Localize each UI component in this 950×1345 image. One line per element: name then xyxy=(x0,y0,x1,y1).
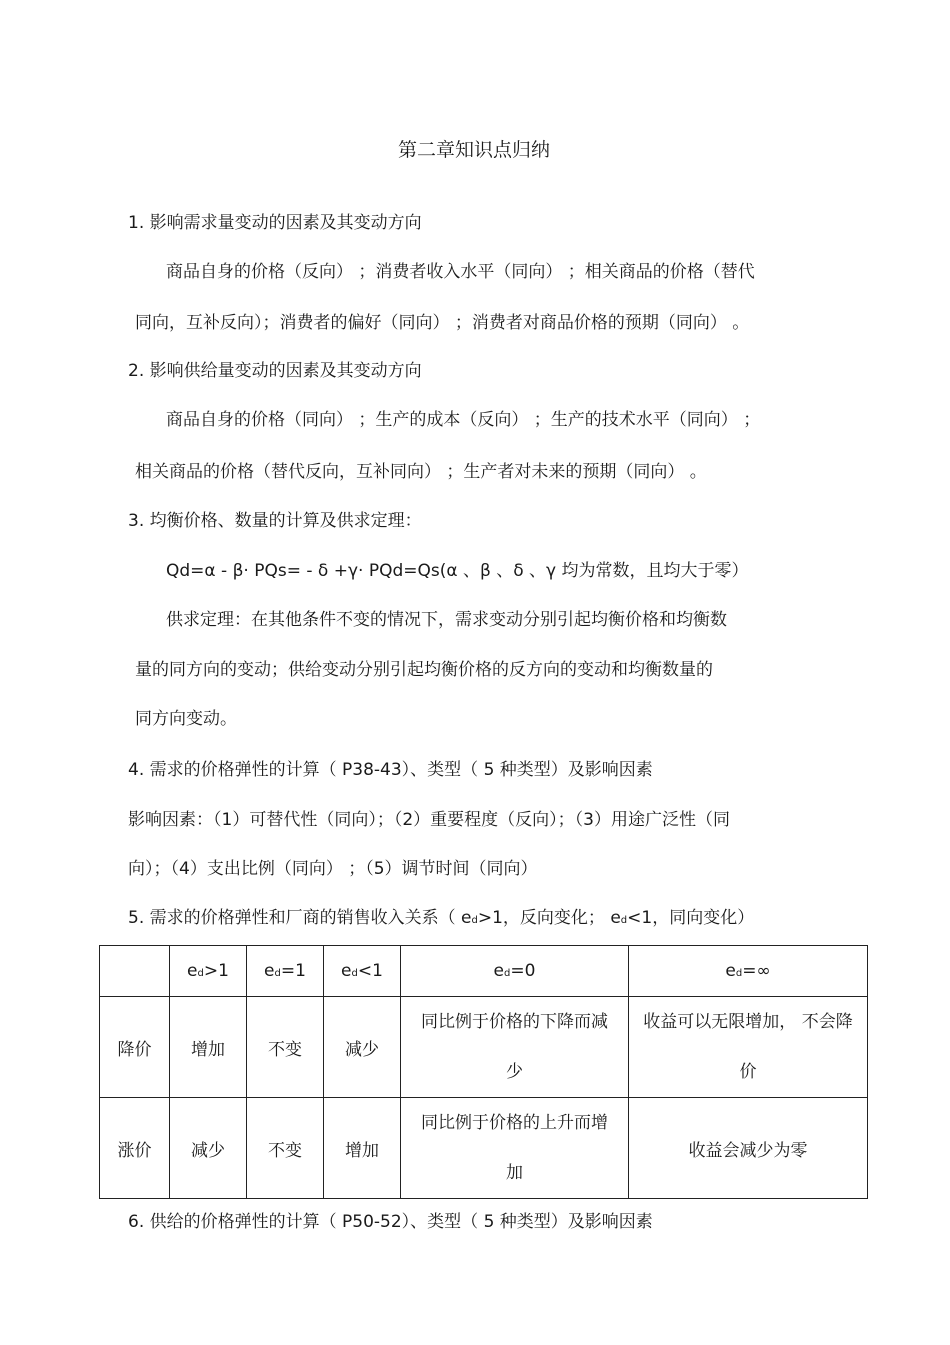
table-row xyxy=(100,1098,868,1199)
section-5-heading-part-a: 5. 需求的价格弹性和厂商的销售收入关系（ e xyxy=(128,908,472,928)
section-5-heading-part-b: >1，反向变化； e xyxy=(477,908,621,928)
table-cell: 不变 xyxy=(247,997,324,1098)
supply-demand-law-line-3: 同方向变动。 xyxy=(135,709,237,729)
section-4-heading: 4. 需求的价格弹性的计算（ P38-43）、类型（ 5 种类型）及影响因素 xyxy=(128,760,653,780)
header-ed-eq-1: ed=1 xyxy=(247,946,324,997)
header-ed-gt-1: ed>1 xyxy=(170,946,247,997)
table-cell: 收益会减少为零 xyxy=(629,1098,868,1199)
supply-demand-law-line-1: 供求定理：在其他条件不变的情况下，需求变动分别引起均衡价格和均衡数 xyxy=(166,610,727,630)
table-cell: 同比例于价格的上升而增加 xyxy=(401,1098,629,1199)
section-4-factors-line-1: 影响因素：（1）可替代性（同向）；（2）重要程度（反向）；（3）用途广泛性（同 xyxy=(128,810,730,830)
subscript-d: d xyxy=(620,915,628,926)
section-1-line-2: 同向，互补反向）；消费者的偏好（同向） ；消费者对商品价格的预期（同向） 。 xyxy=(135,313,750,333)
section-5-heading xyxy=(128,906,754,933)
section-3-heading: 3. 均衡价格、数量的计算及供求定理： xyxy=(128,511,422,531)
table-header-row xyxy=(100,946,868,997)
header-ed-infinity: ed=∞ xyxy=(629,946,868,997)
table-cell: 增加 xyxy=(324,1098,401,1199)
table-cell: 减少 xyxy=(170,1098,247,1199)
table-row xyxy=(100,997,868,1098)
section-1-heading: 1. 影响需求量变动的因素及其变动方向 xyxy=(128,213,422,233)
table-corner-cell xyxy=(100,946,170,997)
section-5-heading-part-c: <1，同向变化） xyxy=(627,908,755,928)
header-ed-lt-1: ed<1 xyxy=(324,946,401,997)
equilibrium-formula: Qd=α - β· PQs= - δ +γ· PQd=Qs(α 、β 、δ 、γ 均为常数，且均大于零） xyxy=(166,561,749,581)
section-2-heading: 2. 影响供给量变动的因素及其变动方向 xyxy=(128,361,422,381)
page-title: 第二章知识点归纳 xyxy=(398,139,551,161)
table-cell: 同比例于价格的下降而减少 xyxy=(401,997,629,1098)
section-2-line-1: 商品自身的价格（同向） ；生产的成本（反向） ；生产的技术水平（同向） ； xyxy=(166,410,761,430)
table-cell: 不变 xyxy=(247,1098,324,1199)
row-label-price-rise: 涨价 xyxy=(100,1098,170,1199)
header-ed-eq-0: ed=0 xyxy=(401,946,629,997)
elasticity-revenue-table xyxy=(99,945,868,1199)
section-4-factors-line-2: 向）；（4）支出比例（同向） ；（5）调节时间（同向） xyxy=(128,859,538,879)
table-cell: 增加 xyxy=(170,997,247,1098)
section-6-heading: 6. 供给的价格弹性的计算（ P50-52）、类型（ 5 种类型）及影响因素 xyxy=(128,1212,653,1232)
subscript-d: d xyxy=(471,915,478,926)
table-cell: 收益可以无限增加， 不会降价 xyxy=(629,997,868,1098)
row-label-price-cut: 降价 xyxy=(100,997,170,1098)
table-cell: 减少 xyxy=(324,997,401,1098)
section-1-line-1: 商品自身的价格（反向） ；消费者收入水平（同向） ；相关商品的价格（替代 xyxy=(166,262,755,282)
supply-demand-law-line-2: 量的同方向的变动；供给变动分别引起均衡价格的反方向的变动和均衡数量的 xyxy=(135,660,713,680)
section-2-line-2: 相关商品的价格（替代反向，互补同向） ；生产者对未来的预期（同向） 。 xyxy=(135,462,707,482)
